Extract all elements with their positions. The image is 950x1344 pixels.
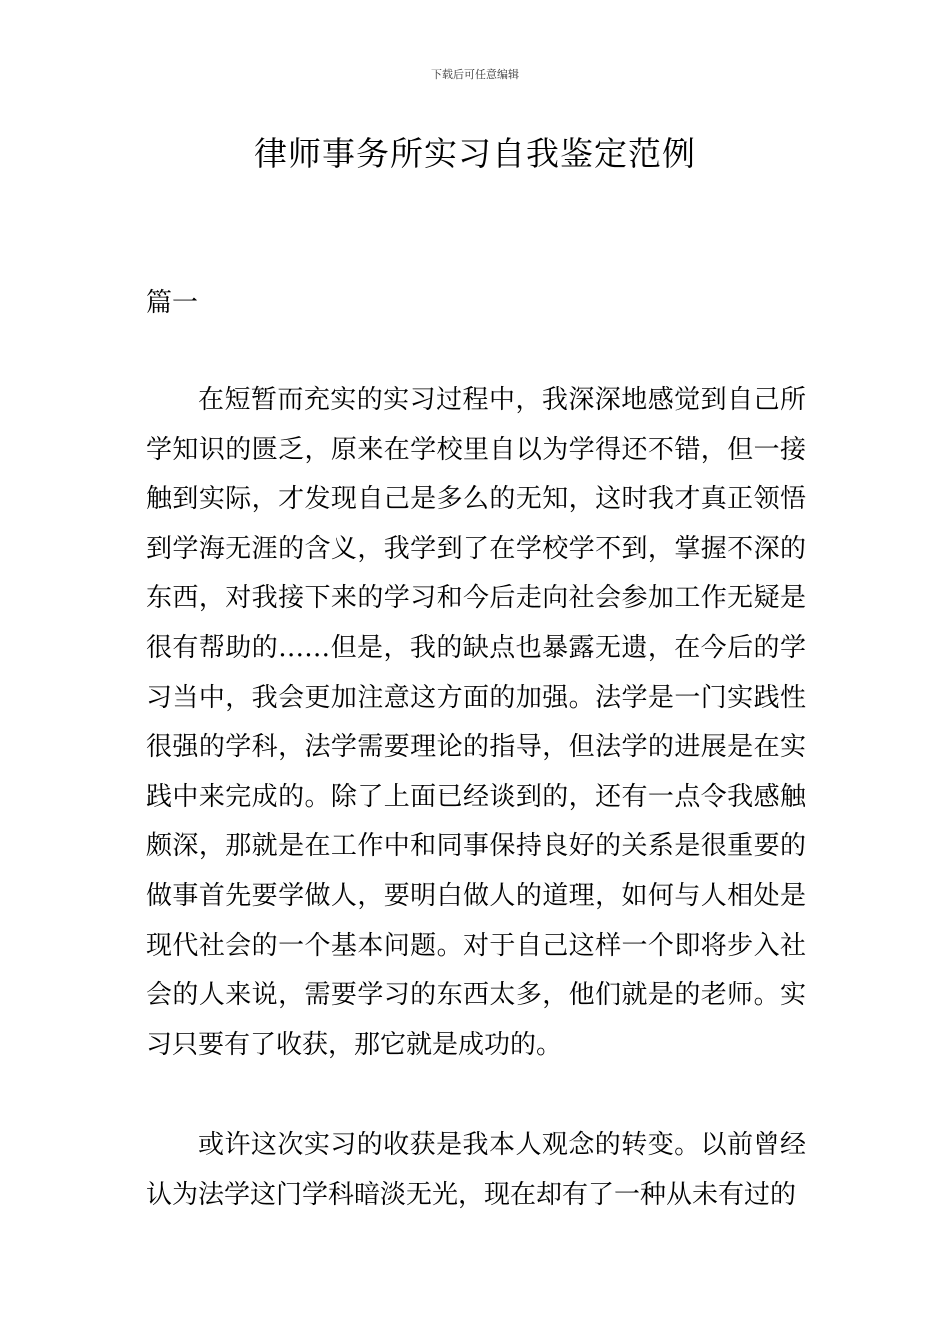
document-title: 律师事务所实习自我鉴定范例 xyxy=(254,134,696,173)
section-label: 篇一 xyxy=(146,288,199,318)
body-paragraph-2: 或许这次实习的收获是我本人观念的转变。以前曾经认为法学这门学科暗淡无光，现在却有了一种从未有过的 xyxy=(146,1130,806,1210)
header-note: 下载后可任意编辑 xyxy=(431,68,519,81)
body-paragraph-1: 在短暂而充实的实习过程中，我深深地感觉到自己所学知识的匮乏，原来在学校里自以为学得还不错，但一接触到实际，才发现自己是多么的无知，这时我才真正领悟到学海无涯的含义，我学到了在学校学不到，掌握不深的东西，对我接下来的学习和今后走向社会参加工作无疑是很有帮助的……但是，我的缺点也暴露无遗，在今后的学习当中，我会更加注意这方面的加强。法学是一门实践性很强的学科，法学需要理论的指导，但法学的进展是在实践中来完成的。除了上面已经谈到的，还有一点令我感触颇深，那就是在工作中和同事保持良好的关系是很重要的做事首先要学做人，要明白做人的道理，如何与人相处是现代社会的一个基本问题。对于自己这样一个即将步入社会的人来说，需要学习的东西太多，他们就是的老师。实习只要有了收获，那它就是成功的。 xyxy=(146,385,806,1060)
